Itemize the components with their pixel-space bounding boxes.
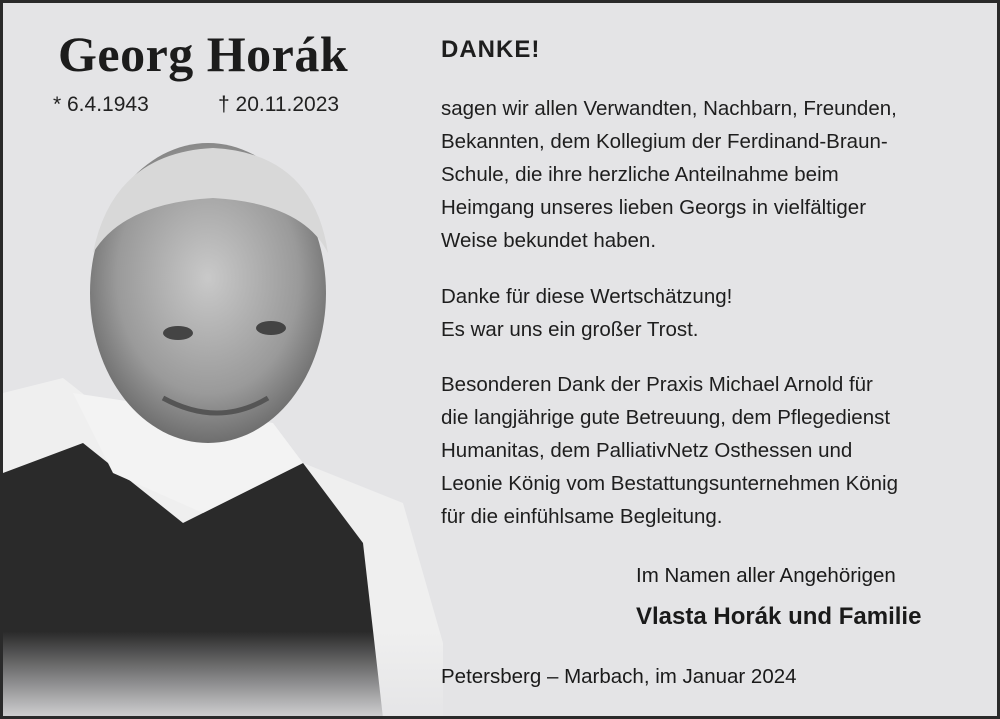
text-line: sagen wir allen Verwandten, Nachbarn, Freunden,	[441, 97, 897, 120]
text-line: Schule, die ihre herzliche Anteilnahme beim	[441, 163, 839, 186]
signature-name: Vlasta Horák und Familie	[636, 603, 922, 630]
birth-date: * 6.4.1943	[53, 93, 149, 116]
text-line: Bekannten, dem Kollegium der Ferdinand-Braun-	[441, 130, 888, 153]
death-date: † 20.11.2023	[218, 93, 340, 116]
paragraph-2	[441, 280, 732, 346]
text-line: Es war uns ein großer Trost.	[441, 318, 699, 341]
paragraph-3	[441, 368, 898, 533]
text-line: Heimgang unseres lieben Georgs in vielfältiger	[441, 196, 867, 219]
portrait-photo	[3, 143, 443, 718]
text-line: Danke für diese Wertschätzung!	[441, 285, 733, 308]
text-line: Humanitas, dem PalliativNetz Osthessen und	[441, 439, 853, 462]
text-line: Besonderen Dank der Praxis Michael Arnold für	[441, 373, 873, 396]
text-line: Leonie König vom Bestattungsunternehmen König	[441, 472, 899, 495]
text-line: die langjährige gute Betreuung, dem Pflegedienst	[441, 406, 891, 429]
signature-intro: Im Namen aller Angehörigen	[636, 564, 896, 587]
paragraph-1	[441, 92, 897, 257]
deceased-name: Georg Horák	[58, 26, 349, 82]
place-date: Petersberg – Marbach, im Januar 2024	[441, 665, 797, 688]
text-line: für die einfühlsame Begleitung.	[441, 505, 723, 528]
text-line: Weise bekundet haben.	[441, 229, 657, 252]
thank-you-heading: DANKE!	[441, 36, 541, 63]
